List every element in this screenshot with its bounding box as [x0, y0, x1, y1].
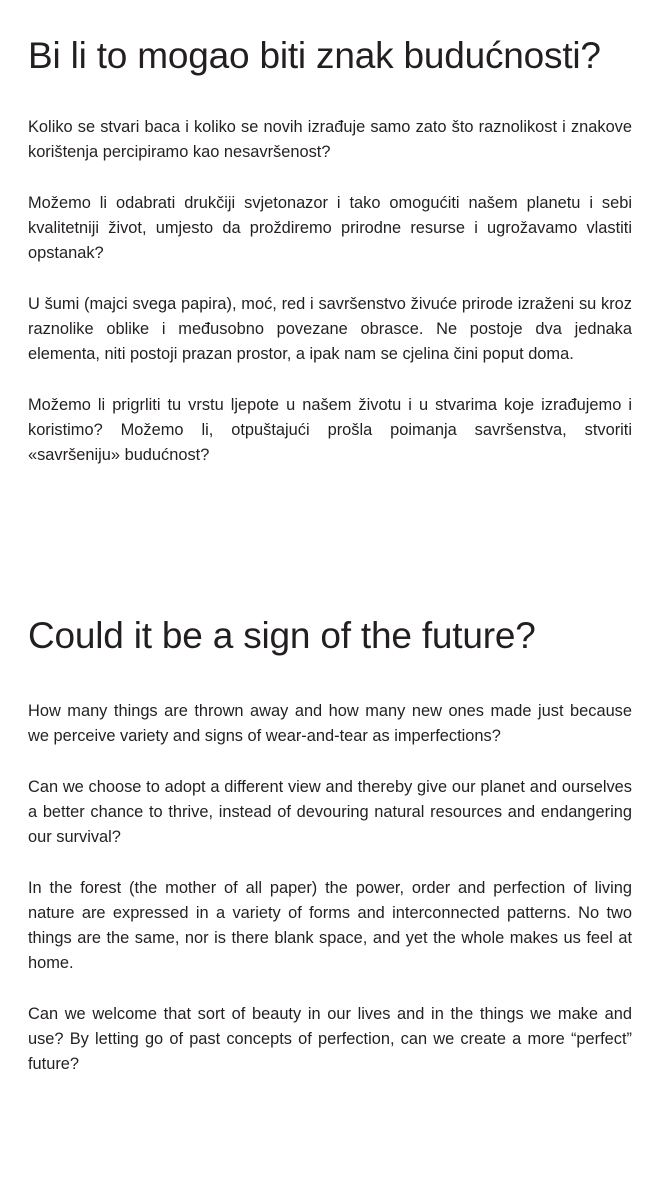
paragraph: U šumi (majci svega papira), moć, red i savršenstvo živuće prirode izraženi su kroz raznolike oblike i međusobno povezane obrasce. Ne postoje dva jednaka elementa, niti postoji prazan prostor, a ipak nam se cjelina čini poput doma.	[28, 295, 632, 363]
paragraph: Can we welcome that sort of beauty in our lives and in the things we make and use? By letting go of past concepts of perfection, can we create a more “perfect” future?	[28, 1005, 632, 1073]
section-english	[28, 596, 632, 1077]
paragraph: Koliko se stvari baca i koliko se novih izrađuje samo zato što raznolikost i znakove korištenja percipiramo kao nesavršenost?	[28, 118, 632, 161]
page-title-english: Could it be a sign of the future?	[28, 615, 536, 656]
page-title-croatian: Bi li to mogao biti znak budućnosti?	[28, 35, 601, 76]
paragraph: Can we choose to adopt a different view and thereby give our planet and ourselves a better chance to thrive, instead of devouring natural resources and endangering our survival?	[28, 778, 632, 846]
paragraph: Možemo li prigrliti tu vrstu ljepote u našem životu i u stvarima koje izrađujemo i koristimo? Možemo li, otpuštajući prošla poimanja savršenstva, stvoriti «savršeniju» budućnost?	[28, 396, 632, 464]
paragraph: Možemo li odabrati drukčiji svjetonazor i tako omogućiti našem planetu i sebi kvalitetniji život, umjesto da proždiremo prirodne resurse i ugrožavamo vlastiti opstanak?	[28, 194, 632, 262]
body-croatian	[28, 115, 632, 468]
body-english	[28, 699, 632, 1077]
section-croatian	[28, 0, 632, 468]
paragraph: In the forest (the mother of all paper) the power, order and perfection of living nature are expressed in a variety of forms and interconnected patterns. No two things are the same, nor is there blank space, and yet the whole makes us feel at home.	[28, 879, 632, 972]
paragraph: How many things are thrown away and how many new ones made just because we perceive variety and signs of wear-and-tear as imperfections?	[28, 702, 632, 745]
